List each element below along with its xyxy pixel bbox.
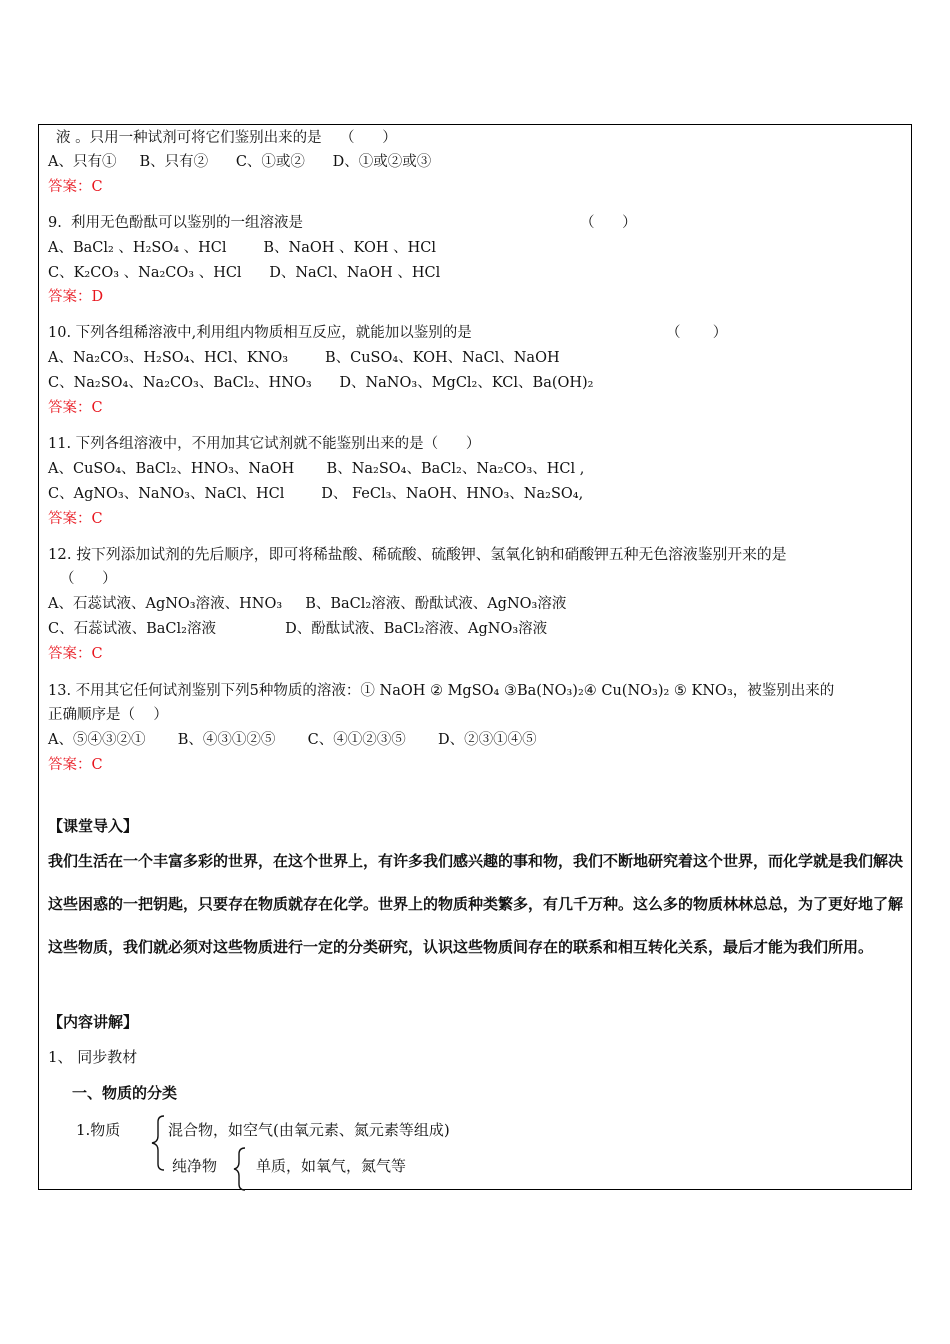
- q12-options-ab: A、石蕊试液、AgNO₃溶液、HNO₃ B、BaCl₂溶液、酚酞试液、AgNO₃溶液: [48, 596, 567, 612]
- q10-stem: 10. 下列各组稀溶液中,利用组内物质相互反应，就能加以鉴别的是: [48, 325, 472, 341]
- q12-options-cd: C、石蕊试液、BaCl₂溶液 D、酚酞试液、BaCl₂溶液、AgNO₃溶液: [48, 621, 548, 637]
- q13-answer: 答案：C: [48, 757, 103, 773]
- q8-answer: 答案：C: [48, 179, 103, 195]
- tree-pure: 纯净物: [172, 1157, 218, 1175]
- intro-title: 【课堂导入】: [48, 817, 139, 835]
- sync-label: 1、 同步教材: [48, 1048, 138, 1066]
- q11-answer: 答案：C: [48, 511, 103, 527]
- heading-classification: 一、物质的分类: [72, 1084, 178, 1102]
- q13-stem-cont: 正确顺序是（ ）: [48, 707, 168, 723]
- content-title: 【内容讲解】: [48, 1013, 139, 1031]
- tree-root: 1.物质: [76, 1121, 121, 1139]
- brace-icon-2: [232, 1146, 250, 1192]
- q9-options-cd: C、K₂CO₃ 、Na₂CO₃ 、HCl D、NaCl、NaOH 、HCl: [48, 265, 441, 281]
- q13-options: A、⑤④③②① B、④③①②⑤ C、④①②③⑤ D、②③①④⑤: [48, 732, 537, 748]
- tree-element: 单质，如氧气，氮气等: [256, 1157, 407, 1175]
- tree-mixture: 混合物，如空气(由氧元素、氮元素等组成): [168, 1121, 450, 1139]
- q11-options-cd: C、AgNO₃、NaNO₃、NaCl、HCl D、 FeCl₃、NaOH、HNO₃、Na₂SO₄,: [48, 486, 584, 502]
- q12-paren: （ ）: [60, 571, 117, 587]
- q9-stem: 9. 利用无色酚酞可以鉴别的一组溶液是: [48, 215, 304, 231]
- q8-options: A、只有① B、只有② C、①或② D、①或②或③: [48, 154, 432, 170]
- q11-options-ab: A、CuSO₄、BaCl₂、HNO₃、NaOH B、Na₂SO₄、BaCl₂、Na₂CO₃、HCl ,: [48, 461, 585, 477]
- q10-options-ab: A、Na₂CO₃、H₂SO₄、HCl、KNO₃ B、CuSO₄、KOH、NaCl、NaOH: [48, 350, 560, 366]
- q10-answer: 答案：C: [48, 400, 103, 416]
- q12-answer: 答案：C: [48, 646, 103, 662]
- intro-paragraph: 我们生活在一个丰富多彩的世界，在这个世界上，有许多我们感兴趣的事和物，我们不断地研究着这个世界，而化学就是我们解决这些困惑的一把钥匙，只要存在物质就存在化学。世界上的物质种类繁多，有几千万种。这么多的物质林林总总，为了更好地了解这些物质，我们就必须对这些物质进行一定的分类研究，认识这些物质间存在的联系和相互转化关系，最后才能为我们所用。: [48, 852, 904, 956]
- q9-options-ab: A、BaCl₂ 、H₂SO₄ 、HCl B、NaOH 、KOH 、HCl: [48, 240, 436, 256]
- q10-paren: （ ）: [666, 325, 728, 341]
- q8-tail: 液 。只用一种试剂可将它们鉴别出来的是 （ ）: [56, 130, 397, 146]
- q13-stem: 13. 不用其它任何试剂鉴别下列5种物质的溶液：① NaOH ② MgSO₄ ③Ba(NO₃)₂④ Cu(NO₃)₂ ⑤ KNO₃，被鉴别出来的: [48, 683, 835, 699]
- page-frame: [38, 124, 912, 1190]
- q12-stem: 12. 按下列添加试剂的先后顺序，即可将稀盐酸、稀硫酸、硫酸钾、氢氧化钠和硝酸钾五种无色溶液鉴别开来的是: [48, 546, 787, 563]
- brace-icon: [150, 1114, 170, 1174]
- q10-options-cd: C、Na₂SO₄、Na₂CO₃、BaCl₂、HNO₃ D、NaNO₃、MgCl₂、KCl、Ba(OH)₂: [48, 375, 594, 391]
- q9-paren: （ ）: [580, 215, 637, 231]
- q9-answer: 答案：D: [48, 289, 104, 305]
- q11-stem: 11. 下列各组溶液中，不用加其它试剂就不能鉴别出来的是（ ）: [48, 436, 481, 452]
